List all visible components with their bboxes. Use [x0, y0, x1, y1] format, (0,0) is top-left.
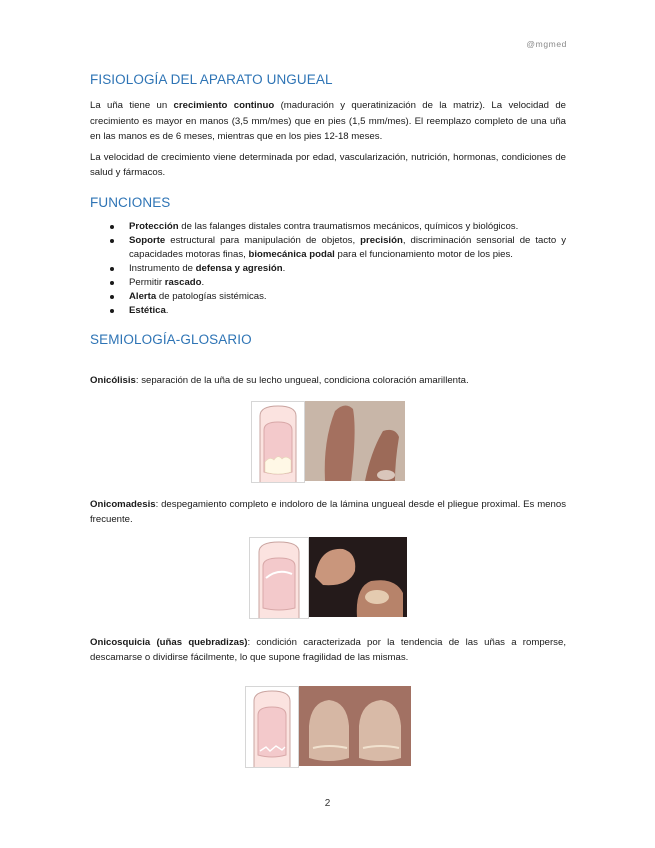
glossary-term: Onicólisis: [90, 375, 136, 386]
glossary-term: Onicomadesis: [90, 499, 156, 510]
function-bold-run: Protección: [129, 220, 179, 232]
function-text-run: para el funcionamiento motor de los pies.: [334, 248, 513, 260]
function-bold-run: Soporte: [129, 234, 166, 246]
functions-list: [90, 220, 566, 318]
photo-onicomadesis: [309, 537, 407, 617]
function-bold-run: rascado: [164, 276, 202, 288]
function-text-run: Instrumento de: [129, 262, 196, 274]
glossary-onicosquicia: [90, 635, 566, 665]
glossary-onicomadesis: [90, 497, 566, 527]
figure-onicosquicia: [245, 686, 411, 768]
figure-onicolisis: [251, 401, 405, 483]
function-text-run: estructural para manipulación de objetos,: [165, 234, 361, 246]
heading-funciones: FUNCIONES: [90, 194, 171, 210]
page-number: 2: [324, 798, 331, 809]
photo-onicolisis: [305, 401, 405, 481]
heading-semiologia: SEMIOLOGÍA-GLOSARIO: [90, 331, 252, 347]
function-text-run: de patologías sistémicas.: [156, 290, 267, 302]
function-text-run: .: [282, 262, 286, 274]
function-item: [90, 234, 566, 262]
crecimiento-text-run: La uña tiene un: [90, 100, 174, 111]
function-bold-run: Estética: [129, 304, 166, 316]
bullet-icon: [110, 295, 114, 299]
nail-diagram-onicosquicia: [245, 686, 299, 768]
bullet-icon: [110, 225, 114, 229]
nail-diagram-onicomadesis: [249, 537, 309, 619]
crecimiento-bold-run: crecimiento continuo: [173, 100, 275, 111]
function-bold-run: precisión: [360, 234, 403, 246]
heading-fisiologia: FISIOLOGÍA DEL APARATO UNGUEAL: [90, 72, 333, 87]
function-item: [90, 276, 566, 290]
function-text-run: .: [201, 276, 205, 288]
function-bold-run: Alerta: [129, 290, 157, 302]
function-item: [90, 304, 566, 318]
function-bold-run: defensa y agresión: [195, 262, 283, 274]
paragraph-crecimiento: [90, 98, 566, 145]
glossary-term: Onicosquicia (uñas quebradizas): [90, 637, 248, 648]
nail-diagram-onicolisis: [251, 401, 305, 483]
photo-onicosquicia: [299, 686, 411, 766]
crecimiento-text-run: (maduración y queratinización de la matriz). La velocidad de crecimiento es mayor en manos (3,5 mm/mes) que en pies (1,5 mm/mes). El reemplazo completo de una uña en las manos es de 6 meses, mientras que en los pies 12-18 meses.: [90, 100, 567, 142]
bullet-icon: [110, 309, 114, 313]
paragraph-velocidad: La velocidad de crecimiento viene determinada por edad, vascularización, nutrición, hormonas, condiciones de salud y fármacos.: [90, 151, 566, 178]
watermark: @mgmed: [526, 39, 567, 49]
figure-onicomadesis: [249, 537, 407, 619]
function-item: [90, 220, 566, 234]
function-bold-run: biomecánica podal: [248, 248, 335, 260]
glossary-onicolisis: [90, 373, 566, 388]
bullet-icon: [110, 281, 114, 285]
glossary-definition: : separación de la uña de su lecho ungueal, condiciona coloración amarillenta.: [135, 375, 469, 386]
function-text-run: Permitir: [129, 276, 165, 288]
function-item: [90, 290, 566, 304]
function-text-run: de las falanges distales contra traumatismos mecánicos, químicos y biológicos.: [178, 220, 519, 232]
function-text-run: .: [165, 304, 169, 316]
glossary-definition: : despegamiento completo e indoloro de la lámina ungueal desde el pliegue proximal. Es menos frecuente.: [90, 499, 566, 525]
glossary-definition: : condición caracterizada por la tendencia de las uñas a romperse, descamarse o dividirse fácilmente, lo que supone fragilidad de las mismas.: [90, 637, 566, 663]
function-item: [90, 262, 566, 276]
bullet-icon: [110, 239, 114, 243]
bullet-icon: [110, 267, 114, 271]
function-text-run: , discriminación sensorial de tacto y capacidades motoras finas,: [129, 234, 567, 260]
page-content: [90, 72, 566, 347]
